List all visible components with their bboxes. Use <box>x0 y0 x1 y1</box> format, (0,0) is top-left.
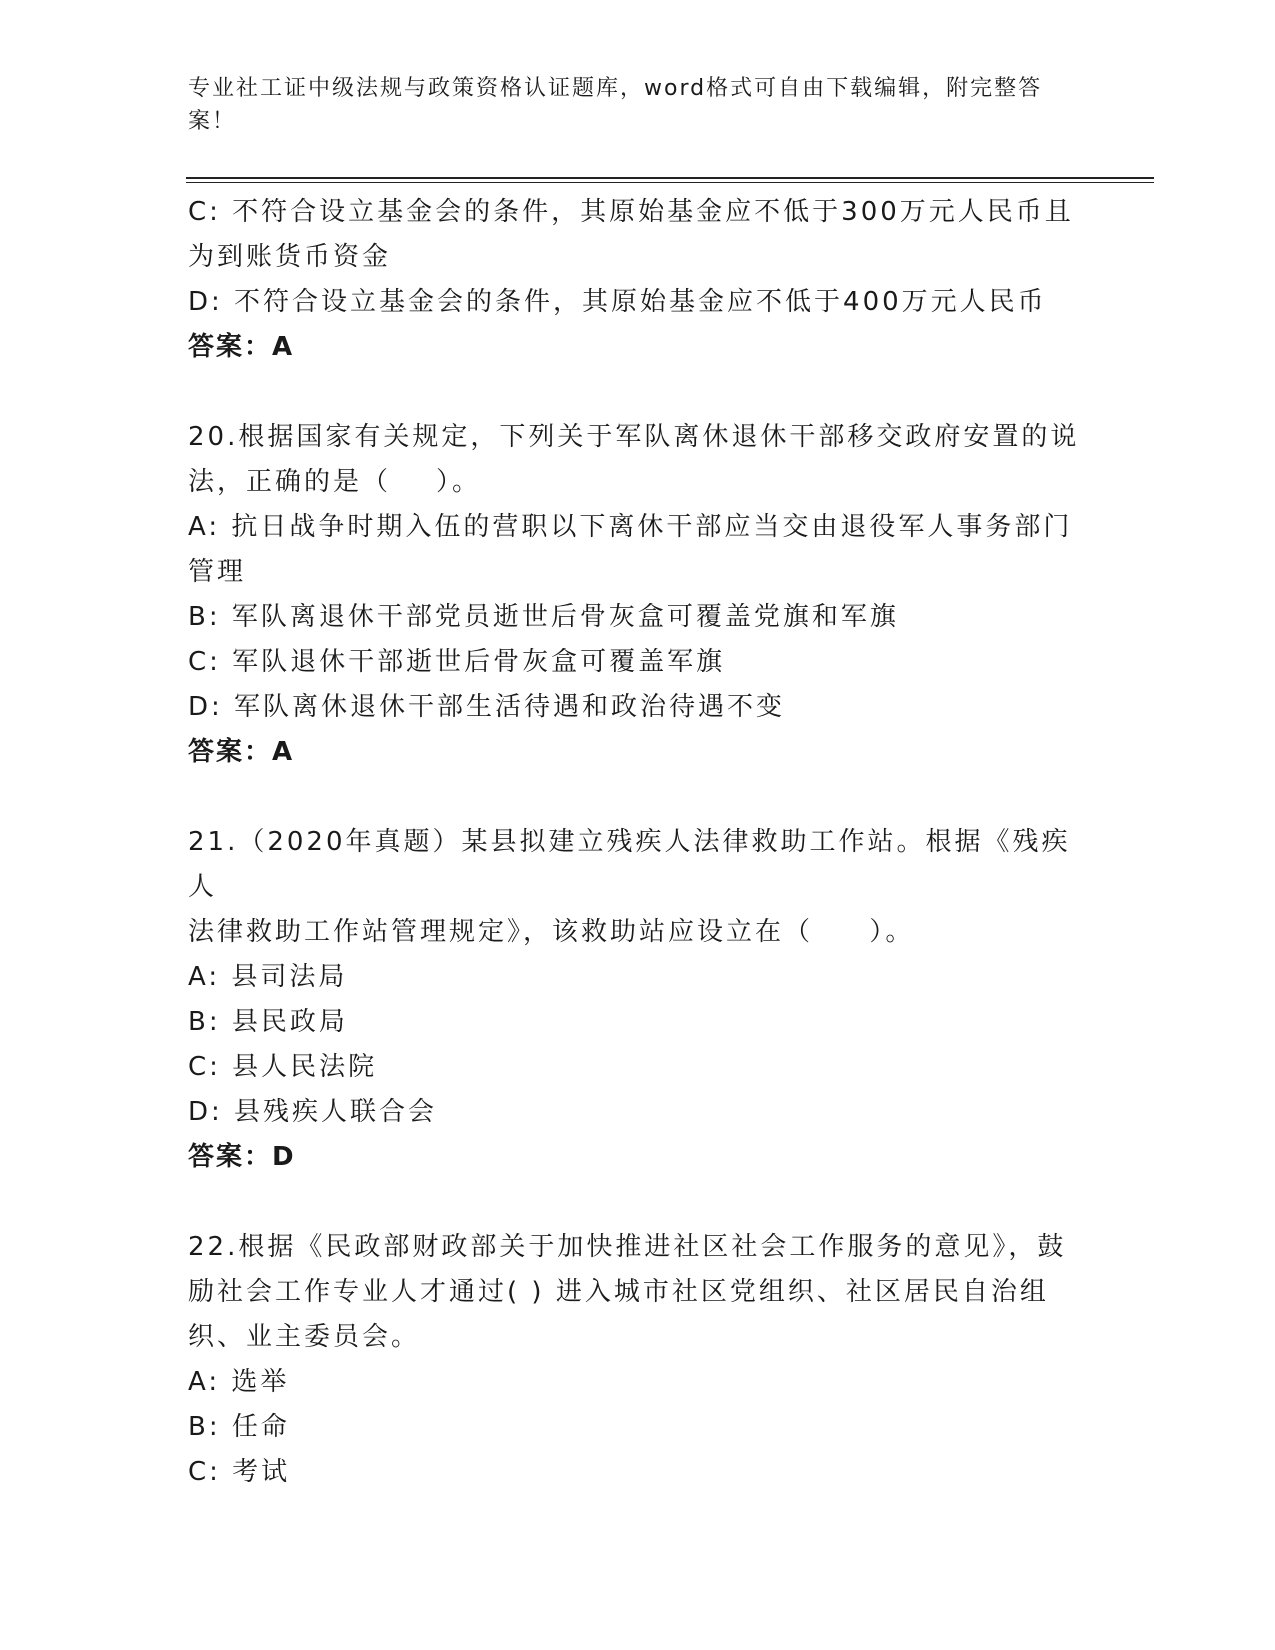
document-header: 专业社工证中级法规与政策资格认证题库，word格式可自由下载编辑，附完整答案！ <box>188 76 1043 134</box>
question-line: 为到账货币资金 <box>188 242 392 272</box>
question-block <box>188 415 1088 775</box>
header-rule-thin <box>186 182 1154 183</box>
option-line: A: 抗日战争时期入伍的营职以下离休干部应当交由退役军人事务部门 <box>188 512 1073 542</box>
answer-line: 答案：D <box>188 1142 296 1172</box>
question-stem-line: 法，正确的是（ ）。 <box>188 467 482 497</box>
question-list <box>188 190 1088 1495</box>
question-block <box>188 190 1088 370</box>
option-line: D: 军队离休退休干部生活待遇和政治待遇不变 <box>188 692 786 722</box>
option-line: A: 选举 <box>188 1367 290 1397</box>
option-line: C: 考试 <box>188 1457 291 1487</box>
question-line: D: 不符合设立基金会的条件，其原始基金应不低于400万元人民币 <box>188 287 1047 317</box>
option-line: B: 军队离退休干部党员逝世后骨灰盒可覆盖党旗和军旗 <box>188 602 899 632</box>
question-stem-line: 织、业主委员会。 <box>188 1322 421 1352</box>
question-stem-line: 励社会工作专业人才通过( ) 进入城市社区党组织、社区居民自治组 <box>188 1277 1049 1307</box>
question-stem-line: 22.根据《民政部财政部关于加快推进社区社会工作服务的意见》，鼓 <box>188 1232 1067 1262</box>
option-line: A: 县司法局 <box>188 962 348 992</box>
spacer <box>188 1180 1088 1225</box>
option-line: C: 军队退休干部逝世后骨灰盒可覆盖军旗 <box>188 647 726 677</box>
question-block <box>188 820 1088 1180</box>
answer-line: 答案：A <box>188 332 295 362</box>
option-line: 管理 <box>188 557 247 587</box>
answer-line: 答案：A <box>188 737 295 767</box>
option-line: D: 县残疾人联合会 <box>188 1097 438 1127</box>
question-block <box>188 1225 1088 1495</box>
option-line: C: 县人民法院 <box>188 1052 378 1082</box>
question-stem-line: 20.根据国家有关规定，下列关于军队离休退休干部移交政府安置的说 <box>188 422 1080 452</box>
question-stem-line: 法律救助工作站管理规定》，该救助站应设立在（ ）。 <box>188 917 915 947</box>
spacer <box>188 775 1088 820</box>
option-line: B: 任命 <box>188 1412 290 1442</box>
option-line: B: 县民政局 <box>188 1007 348 1037</box>
spacer <box>188 370 1088 415</box>
question-stem-line: 21.（2020年真题）某县拟建立残疾人法律救助工作站。根据《残疾人 <box>188 827 1071 902</box>
question-line: C: 不符合设立基金会的条件，其原始基金应不低于300万元人民币且 <box>188 197 1074 227</box>
header-rule-thick <box>186 177 1154 179</box>
